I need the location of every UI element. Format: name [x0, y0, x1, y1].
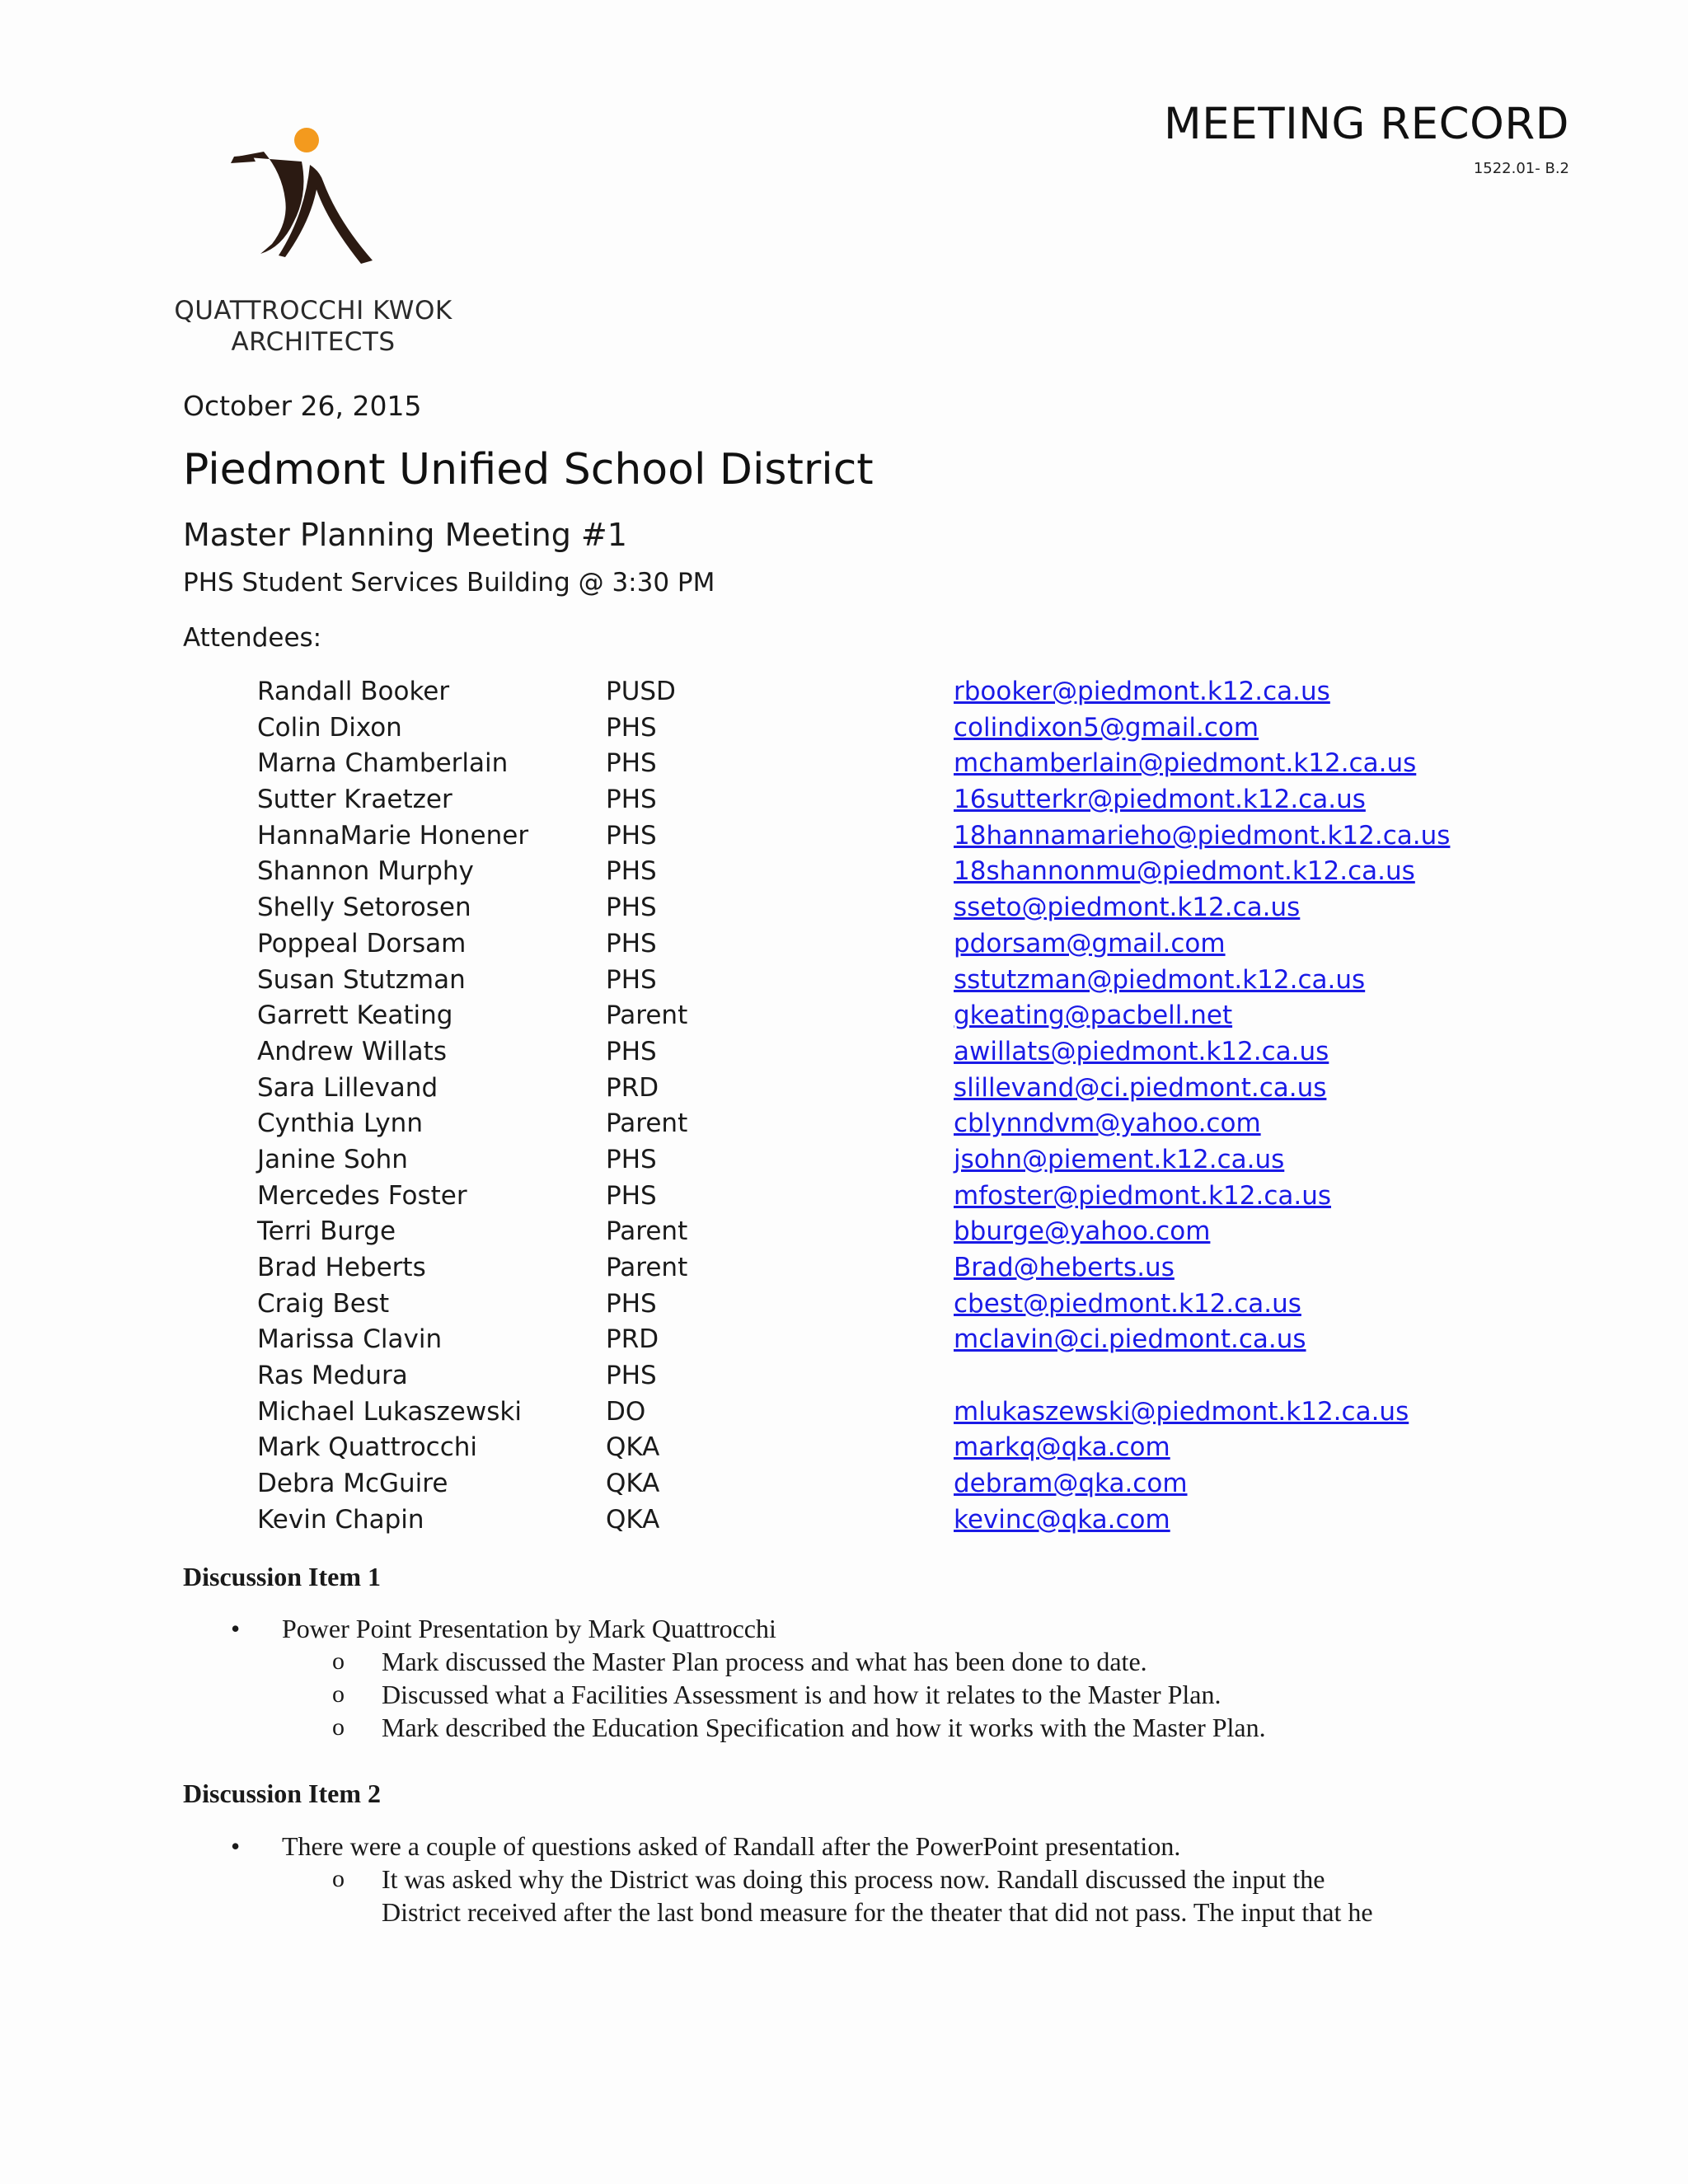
attendee-name: Andrew Willats — [257, 1036, 447, 1066]
attendee-organization: QKA — [606, 1469, 660, 1499]
attendee-name: Ras Medura — [257, 1361, 408, 1391]
attendee-organization: PHS — [606, 928, 657, 958]
meeting-date: October 26, 2015 — [183, 390, 422, 422]
attendee-email-link[interactable]: cbest@piedmont.k12.ca.us — [954, 1288, 1301, 1319]
attendee-email-link[interactable]: 18hannamarieho@piedmont.k12.ca.us — [954, 820, 1451, 851]
discussion-subitem: Discussed what a Facilities Assessment is and how it relates to the Master Plan. — [382, 1680, 1221, 1709]
attendee-organization: PHS — [606, 785, 657, 815]
attendee-email-link[interactable]: 16sutterkr@piedmont.k12.ca.us — [954, 785, 1366, 815]
attendee-email-link[interactable]: cblynndvm@yahoo.com — [954, 1108, 1261, 1139]
attendee-name: Randall Booker — [257, 677, 450, 706]
attendee-name: Cynthia Lynn — [257, 1108, 423, 1139]
discussion-subitem: Mark described the Education Specification and how it works with the Master Plan. — [382, 1713, 1266, 1742]
attendee-organization: PHS — [606, 712, 657, 743]
meeting-subtitle: Master Planning Meeting #1 — [183, 517, 627, 553]
attendee-email-link[interactable]: awillats@piedmont.k12.ca.us — [954, 1036, 1329, 1066]
sub-bullet-marker: o — [332, 1713, 345, 1741]
attendee-name: Craig Best — [257, 1288, 390, 1319]
discussion-heading: Discussion Item 2 — [183, 1779, 382, 1808]
attendee-name: Sara Lillevand — [257, 1072, 438, 1103]
bullet-marker: • — [231, 1614, 241, 1643]
attendee-email-link[interactable]: bburge@yahoo.com — [954, 1216, 1211, 1247]
company-name-line-2: ARCHITECTS — [231, 327, 396, 357]
attendee-organization: PHS — [606, 1361, 657, 1391]
attendee-organization: PHS — [606, 893, 657, 923]
attendee-organization: PRD — [606, 1072, 659, 1103]
attendee-name: Debra McGuire — [257, 1469, 448, 1499]
discussion-bullet: There were a couple of questions asked of Randall after the PowerPoint presentation. — [282, 1831, 1181, 1861]
attendee-organization: Parent — [606, 1253, 688, 1282]
attendee-email-link[interactable]: colindixon5@gmail.com — [954, 712, 1259, 743]
attendee-name: Terri Burge — [257, 1216, 396, 1247]
attendee-name: Mark Quattrocchi — [257, 1432, 478, 1463]
attendee-name: HannaMarie Honener — [257, 820, 529, 851]
district-title: Piedmont Unified School District — [183, 445, 874, 494]
discussion-subitem: District received after the last bond measure for the theater that did not pass. The input that he — [382, 1897, 1373, 1927]
attendee-organization: PHS — [606, 1180, 657, 1211]
attendee-name: Garrett Keating — [257, 1001, 453, 1031]
attendee-email-link[interactable]: pdorsam@gmail.com — [954, 928, 1226, 958]
company-name — [169, 295, 457, 358]
attendee-email-link[interactable]: rbooker@piedmont.k12.ca.us — [954, 677, 1330, 706]
attendee-email-link[interactable]: 18shannonmu@piedmont.k12.ca.us — [954, 856, 1415, 887]
attendee-organization: DO — [606, 1396, 646, 1427]
attendee-name: Susan Stutzman — [257, 964, 466, 995]
attendees-label: Attendees: — [183, 623, 322, 653]
attendee-organization: Parent — [606, 1108, 688, 1139]
attendee-email-link[interactable]: slillevand@ci.piedmont.ca.us — [954, 1072, 1327, 1103]
discussion-heading: Discussion Item 1 — [183, 1562, 382, 1591]
attendee-name: Poppeal Dorsam — [257, 928, 467, 958]
attendee-name: Marna Chamberlain — [257, 748, 509, 779]
attendee-organization: PHS — [606, 820, 657, 851]
sub-bullet-marker: o — [332, 1680, 345, 1708]
attendee-organization: PHS — [606, 1288, 657, 1319]
attendee-email-link[interactable]: mfoster@piedmont.k12.ca.us — [954, 1180, 1332, 1211]
discussion-subitem: It was asked why the District was doing this process now. Randall discussed the input the — [382, 1864, 1325, 1894]
sub-bullet-marker: o — [332, 1865, 345, 1892]
attendee-email-link[interactable]: kevinc@qka.com — [954, 1504, 1170, 1535]
attendee-organization: PRD — [606, 1324, 659, 1355]
meeting-location: PHS Student Services Building @ 3:30 PM — [183, 568, 715, 598]
company-name-line-1: QUATTROCCHI KWOK — [174, 296, 452, 326]
document-title: MEETING RECORD — [1164, 99, 1569, 149]
attendee-name: Colin Dixon — [257, 712, 402, 743]
attendee-email-link[interactable]: mclavin@ci.piedmont.ca.us — [954, 1324, 1306, 1355]
attendee-name: Brad Heberts — [257, 1253, 426, 1282]
attendee-email-link[interactable]: debram@qka.com — [954, 1469, 1188, 1499]
attendee-name: Sutter Kraetzer — [257, 785, 452, 815]
attendee-name: Mercedes Foster — [257, 1180, 467, 1211]
attendee-organization: PUSD — [606, 677, 676, 706]
attendee-organization: PHS — [606, 964, 657, 995]
attendee-name: Kevin Chapin — [257, 1504, 424, 1535]
attendee-email-link[interactable]: mchamberlain@piedmont.k12.ca.us — [954, 748, 1417, 779]
record-number: 1522.01- B.2 — [1473, 160, 1569, 177]
attendee-organization: QKA — [606, 1432, 660, 1463]
attendee-organization: Parent — [606, 1216, 688, 1247]
attendee-email-link[interactable]: mlukaszewski@piedmont.k12.ca.us — [954, 1396, 1409, 1427]
attendee-organization: QKA — [606, 1504, 660, 1535]
attendee-organization: PHS — [606, 1036, 657, 1066]
discussion-bullet: Power Point Presentation by Mark Quattrocchi — [282, 1614, 776, 1643]
attendee-organization: PHS — [606, 1144, 657, 1174]
attendee-organization: PHS — [606, 748, 657, 779]
attendee-organization: PHS — [606, 856, 657, 887]
attendee-name: Michael Lukaszewski — [257, 1396, 522, 1427]
attendee-email-link[interactable]: jsohn@piement.k12.ca.us — [954, 1144, 1285, 1174]
attendee-name: Janine Sohn — [257, 1144, 408, 1174]
attendee-organization: Parent — [606, 1001, 688, 1031]
attendee-email-link[interactable]: sseto@piedmont.k12.ca.us — [954, 893, 1301, 923]
attendee-email-link[interactable]: gkeating@pacbell.net — [954, 1001, 1233, 1031]
discussion-subitem: Mark discussed the Master Plan process and what has been done to date. — [382, 1647, 1147, 1676]
attendee-email-link[interactable]: sstutzman@piedmont.k12.ca.us — [954, 964, 1366, 995]
attendee-email-link[interactable]: markq@qka.com — [954, 1432, 1170, 1463]
attendee-email-link[interactable]: Brad@heberts.us — [954, 1253, 1175, 1282]
qka-logo-mark-icon — [231, 124, 396, 272]
attendee-name: Shannon Murphy — [257, 856, 474, 887]
attendee-name: Shelly Setorosen — [257, 893, 471, 923]
bullet-marker: • — [231, 1831, 241, 1861]
sub-bullet-marker: o — [332, 1647, 345, 1675]
attendee-name: Marissa Clavin — [257, 1324, 443, 1355]
